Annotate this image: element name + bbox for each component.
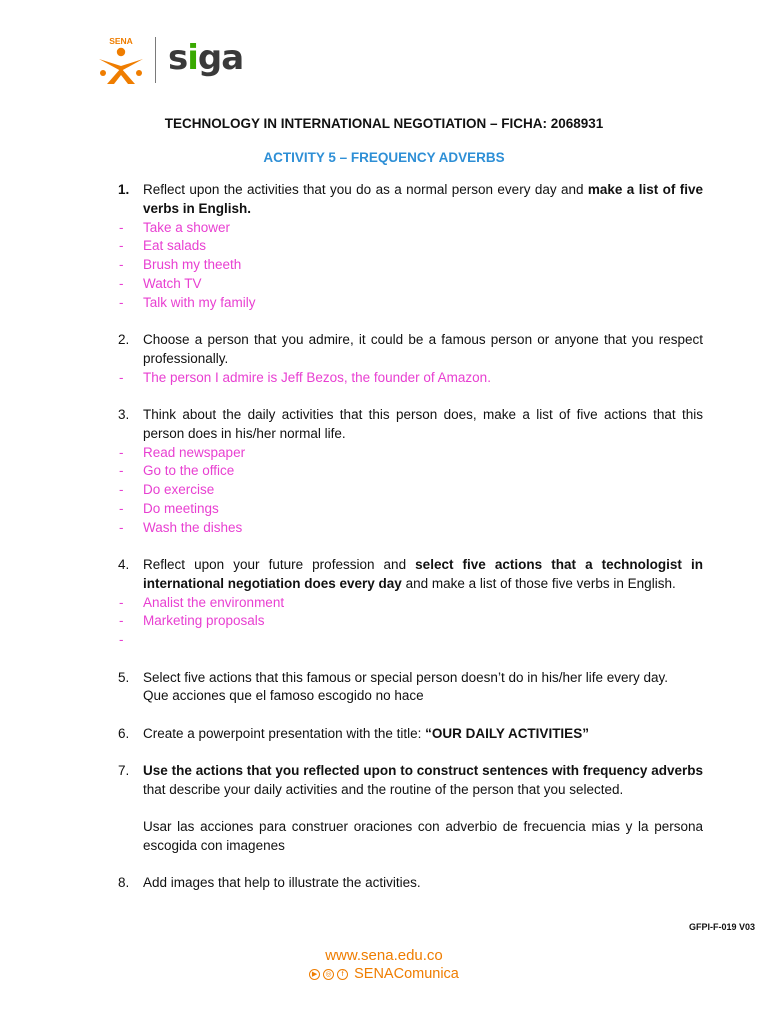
item-prompt: Select five actions that this famous or special person doesn’t do in his/her life every day.	[143, 669, 669, 685]
item-prompt: Reflect upon the activities that you do as a normal person every day and make a list of five verbs in English.	[143, 182, 703, 216]
activity-item-7	[118, 762, 703, 856]
item-prompt: Use the actions that you reflected upon to construct sentences with frequency adverbs that describe your daily activities and the routine of the person that you selected.	[143, 762, 703, 797]
item-prompt: Create a powerpoint presentation with the title: “OUR DAILY ACTIVITIES”	[143, 725, 589, 741]
item-number: 2.	[118, 332, 130, 348]
activity-item-8	[118, 874, 703, 893]
social-bar	[0, 966, 768, 982]
item-note: Usar las acciones para construer oraciones con adverbio de frecuencia mias y la persona escogida con imagenes	[143, 819, 703, 854]
answer-list	[143, 444, 703, 538]
answer-list	[143, 219, 703, 313]
activity-item-6	[118, 725, 703, 744]
item-prompt: Choose a person that you admire, it could be a famous person or anyone that you respect professionally.	[143, 332, 703, 366]
answer-item: - Wash the dishes	[143, 519, 703, 538]
item-number: 8.	[118, 875, 130, 891]
answer-list	[143, 594, 703, 650]
answer-item: - Do exercise	[143, 481, 703, 500]
siga-logo: siga	[168, 38, 244, 78]
instagram-icon: ◎	[323, 969, 334, 980]
item-prompt: Think about the daily activities that this person does, make a list of five actions that this person does in his/her normal life.	[143, 406, 703, 441]
item-number: 4.	[118, 557, 130, 573]
item-prompt: Add images that help to illustrate the activities.	[143, 875, 421, 891]
activity-item-5	[118, 669, 703, 707]
item-number: 3.	[118, 406, 130, 422]
answer-item: - Do meetings	[143, 500, 703, 519]
item-number: 1.	[118, 182, 130, 197]
website-link[interactable]: www.sena.edu.co	[325, 947, 443, 964]
answer-item: - The person I admire is Jeff Bezos, the founder of Amazon.	[143, 369, 703, 388]
answer-item: - Eat salads	[143, 237, 703, 256]
answer-item-empty	[143, 631, 703, 650]
activity-item-3	[118, 406, 703, 538]
activity-item-1	[118, 181, 703, 313]
answer-item: - Take a shower	[143, 219, 703, 238]
item-number: 5.	[118, 669, 130, 685]
youtube-icon: ▶	[309, 969, 320, 980]
form-code: GFPI-F-019 V03	[688, 922, 755, 932]
answer-item: - Analist the environment	[143, 594, 703, 613]
item-note: Que acciones que el famoso escogido no hace	[143, 688, 424, 704]
document-header	[95, 34, 243, 86]
facebook-icon: f	[337, 969, 348, 980]
item-prompt: Reflect upon your future profession and select five actions that a technologist in international negotiation does every day and make a list of those five verbs in English.	[143, 557, 703, 591]
activity-list	[118, 181, 703, 912]
activity-subtitle: ACTIVITY 5 – FREQUENCY ADVERBS	[263, 150, 505, 165]
activity-item-4	[118, 556, 703, 650]
svg-text:SENA: SENA	[109, 36, 133, 46]
answer-item: - Go to the office	[143, 462, 703, 481]
answer-item: - Watch TV	[143, 275, 703, 294]
answer-item: - Brush my theeth	[143, 256, 703, 275]
answer-item: - Marketing proposals	[143, 612, 703, 631]
document-title: TECHNOLOGY IN INTERNATIONAL NEGOTIATION – FICHA: 2068931	[164, 116, 604, 131]
logo-divider	[155, 37, 156, 83]
activity-item-2	[118, 331, 703, 387]
item-number: 7.	[118, 762, 130, 778]
answer-list	[143, 369, 703, 388]
answer-item: - Read newspaper	[143, 444, 703, 463]
answer-item: - Talk with my family	[143, 294, 703, 313]
item-number: 6.	[118, 725, 130, 741]
sena-logo-icon	[95, 35, 147, 85]
social-handle[interactable]: SENAComunica	[354, 966, 459, 982]
